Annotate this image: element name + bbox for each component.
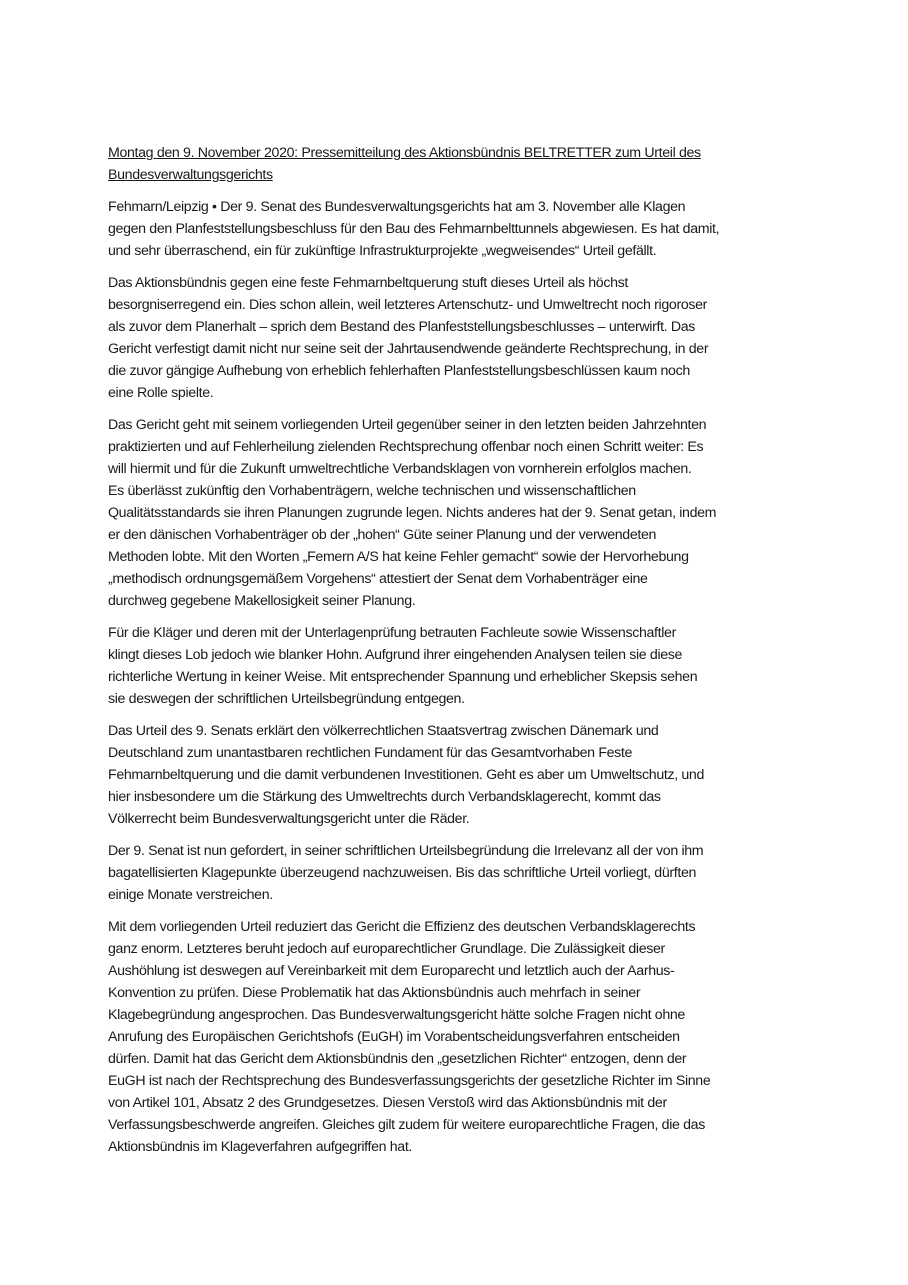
- text-line: Mit dem vorliegenden Urteil reduziert das Gericht die Effizienz des deutschen Verbandsklagerechts: [108, 919, 696, 935]
- text-line: Das Urteil des 9. Senats erklärt den völkerrechtlichen Staatsvertrag zwischen Dänemark und: [108, 723, 659, 739]
- text-line: dürfen. Damit hat das Gericht dem Aktionsbündnis den „gesetzlichen Richter“ entzogen, denn der: [108, 1051, 687, 1067]
- text-line: einige Monate verstreichen.: [108, 887, 273, 903]
- text-line: von Artikel 101, Absatz 2 des Grundgesetzes. Diesen Verstoß wird das Aktionsbündnis mit der: [108, 1095, 667, 1111]
- text-line: Klagebegründung angesprochen. Das Bundesverwaltungsgericht hätte solche Fragen nicht ohne: [108, 1007, 685, 1023]
- paragraph-written-judgment: [108, 840, 808, 906]
- text-line: besorgniserregend ein. Dies schon allein, weil letzteres Artenschutz- und Umweltrecht noch rigoroser: [108, 297, 708, 313]
- text-line: „methodisch ordnungsgemäßem Vorgehens“ attestiert der Senat dem Vorhabenträger eine: [108, 571, 648, 587]
- text-line: durchweg gegebene Makellosigkeit seiner Planung.: [108, 593, 416, 609]
- text-line: richterliche Wertung in keiner Weise. Mit entsprechender Spannung und erheblicher Skepsis sehen: [108, 669, 698, 685]
- text-line: will hiermit und für die Zukunft umweltrechtliche Verbandsklagen von vornherein erfolglos machen.: [108, 461, 692, 477]
- text-line: gegen den Planfeststellungsbeschluss für den Bau des Fehmarnbelttunnels abgewiesen. Es hat damit,: [108, 221, 720, 237]
- press-release-title: [108, 142, 808, 186]
- text-line: die zuvor gängige Aufhebung von erheblich fehlerhaften Planfeststellungsbeschlüssen kaum noch: [108, 363, 690, 379]
- text-line: Deutschland zum unantastbaren rechtlichen Fundament für das Gesamtvorhaben Feste: [108, 745, 633, 761]
- text-line: Qualitätsstandards sie ihren Planungen zugrunde legen. Nichts anderes hat der 9. Senat getan, indem: [108, 505, 717, 521]
- paragraph-eu-law: [108, 916, 808, 1158]
- text-line: Fehmarnbeltquerung und die damit verbundenen Investitionen. Geht es aber um Umweltschutz, und: [108, 767, 705, 783]
- text-line: Konvention zu prüfen. Diese Problematik hat das Aktionsbündnis auch mehrfach in seiner: [108, 985, 641, 1001]
- text-line: er den dänischen Vorhabenträger ob der „hohen“ Güte seiner Planung und der verwendeten: [108, 527, 657, 543]
- text-line: Das Aktionsbündnis gegen eine feste Fehmarnbeltquerung stuft dieses Urteil als höchst: [108, 275, 628, 291]
- text-line: hier insbesondere um die Stärkung des Umweltrechts durch Verbandsklagerecht, kommt das: [108, 789, 661, 805]
- paragraph-court-step: [108, 414, 808, 612]
- document-page: [108, 142, 808, 1168]
- paragraph-treaty: [108, 720, 808, 830]
- text-line: Fehmarn/Leipzig • Der 9. Senat des Bundesverwaltungsgerichts hat am 3. November alle Klagen: [108, 199, 686, 215]
- paragraph-plaintiffs: [108, 622, 808, 710]
- text-line: Verfassungsbeschwerde angreifen. Gleiches gilt zudem für weitere europarechtliche Fragen, die das: [108, 1117, 705, 1133]
- text-line: Gericht verfestigt damit nicht nur seine seit der Jahrtausendwende geänderte Rechtsprechung, in der: [108, 341, 709, 357]
- text-line: bagatellisierten Klagepunkte überzeugend nachzuweisen. Bis das schriftliche Urteil vorliegt, dürften: [108, 865, 697, 881]
- text-line: Es überlässt zukünftig den Vorhabenträgern, welche technischen und wissenschaftlichen: [108, 483, 636, 499]
- text-line: EuGH ist nach der Rechtsprechung des Bundesverfassungsgerichts der gesetzliche Richter im Sinne: [108, 1073, 711, 1089]
- text-line: sie deswegen der schriftlichen Urteilsbegründung entgegen.: [108, 691, 465, 707]
- text-line: praktizierten und auf Fehlerheilung zielenden Rechtsprechung offenbar noch einen Schritt weiter: Es: [108, 439, 704, 455]
- text-line: eine Rolle spielte.: [108, 385, 214, 401]
- text-line: ganz enorm. Letzteres beruht jedoch auf europarechtlicher Grundlage. Die Zulässigkeit dieser: [108, 941, 665, 957]
- title-line: Bundesverwaltungsgerichts: [108, 167, 273, 183]
- text-line: Aktionsbündnis im Klageverfahren aufgegriffen hat.: [108, 1139, 413, 1155]
- text-line: Der 9. Senat ist nun gefordert, in seiner schriftlichen Urteilsbegründung die Irrelevanz all der von ihm: [108, 843, 704, 859]
- paragraph-assessment: [108, 272, 808, 404]
- text-line: klingt dieses Lob jedoch wie blanker Hohn. Aufgrund ihrer eingehenden Analysen teilen sie diese: [108, 647, 683, 663]
- text-line: Für die Kläger und deren mit der Unterlagenprüfung betrauten Fachleute sowie Wissenschaftler: [108, 625, 676, 641]
- title-line: Montag den 9. November 2020: Pressemitteilung des Aktionsbündnis BELTRETTER zum Urteil des: [108, 145, 701, 161]
- text-line: und sehr überraschend, ein für zukünftige Infrastrukturprojekte „wegweisendes“ Urteil gefällt.: [108, 243, 657, 259]
- text-line: Völkerrecht beim Bundesverwaltungsgericht unter die Räder.: [108, 811, 470, 827]
- text-line: Methoden lobte. Mit den Worten „Femern A/S hat keine Fehler gemacht“ sowie der Hervorhebung: [108, 549, 689, 565]
- text-line: Das Gericht geht mit seinem vorliegenden Urteil gegenüber seiner in den letzten beiden Jahrzehnten: [108, 417, 707, 433]
- text-line: Anrufung des Europäischen Gerichtshofs (EuGH) im Vorabentscheidungsverfahren entscheiden: [108, 1029, 680, 1045]
- text-line: als zuvor dem Planerhalt – sprich dem Bestand des Planfeststellungsbeschlusses – unterwirft. Das: [108, 319, 696, 335]
- text-line: Aushöhlung ist deswegen auf Vereinbarkeit mit dem Europarecht und letztlich auch der Aarhus-: [108, 963, 675, 979]
- paragraph-intro: [108, 196, 808, 262]
